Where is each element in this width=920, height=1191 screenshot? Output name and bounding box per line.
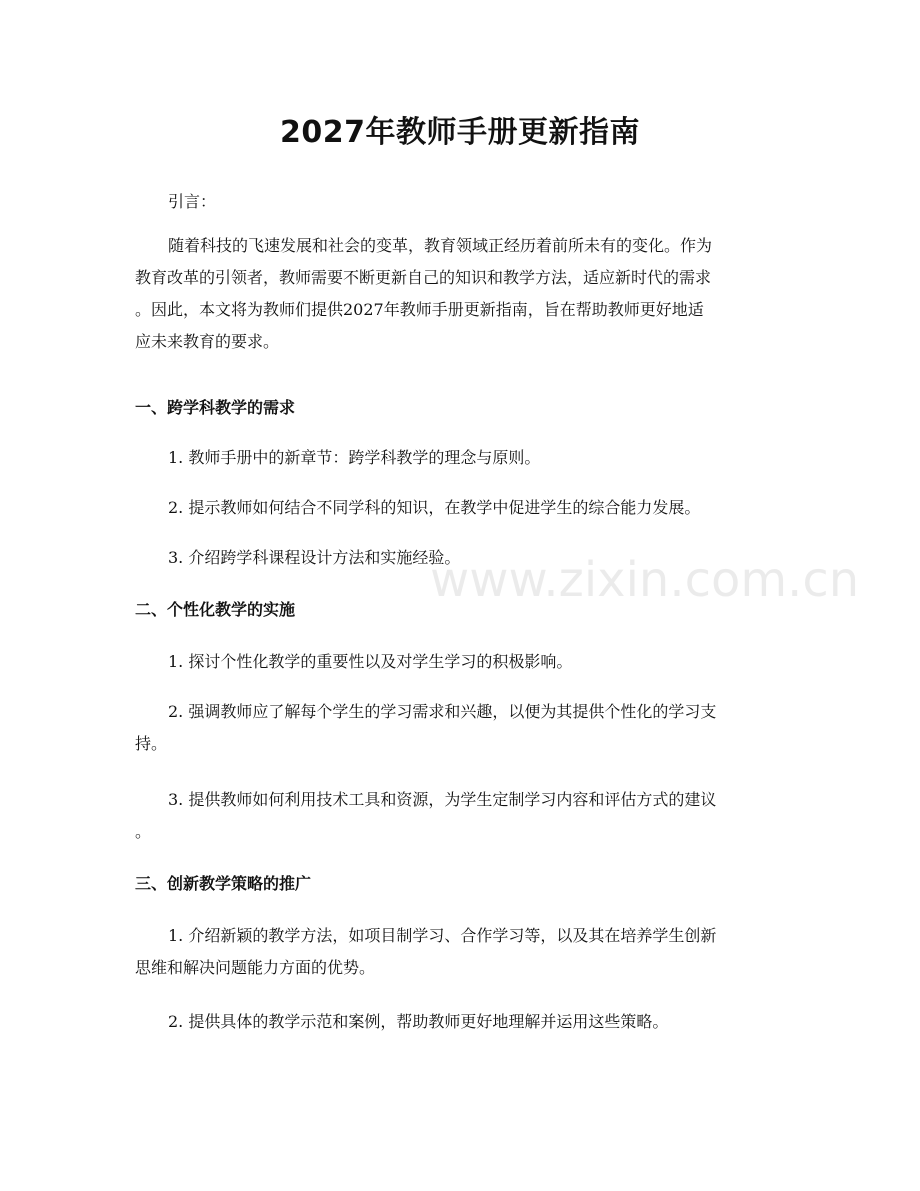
list-item-line: 3. 提供教师如何利用技术工具和资源，为学生定制学习内容和评估方式的建议 <box>168 790 717 809</box>
intro-line: 应未来教育的要求。 <box>135 332 280 351</box>
intro-paragraph <box>135 230 785 358</box>
list-item-line: 思维和解决问题能力方面的优势。 <box>135 958 376 977</box>
section-heading-interdisciplinary: 一、跨学科教学的需求 <box>135 398 296 417</box>
list-item-line: 。 <box>135 822 152 841</box>
list-item-line: 1. 教师手册中的新章节：跨学科教学的理念与原则。 <box>168 448 541 467</box>
intro-line: 教育改革的引领者，教师需要不断更新自己的知识和教学方法，适应新时代的需求 <box>135 268 712 287</box>
document-title: 2027年教师手册更新指南 <box>280 115 640 150</box>
list-item-line: 2. 强调教师应了解每个学生的学习需求和兴趣，以便为其提供个性化的学习支 <box>168 702 717 721</box>
intro-line: 。因此，本文将为教师们提供2027年教师手册更新指南，旨在帮助教师更好地适 <box>135 300 704 319</box>
intro-label: 引言： <box>168 192 217 211</box>
list-item <box>135 696 785 760</box>
list-item-line: 1. 介绍新颖的教学方法，如项目制学习、合作学习等，以及其在培养学生创新 <box>168 926 717 945</box>
section-heading-innovation: 三、创新教学策略的推广 <box>135 874 312 893</box>
list-item-line: 3. 介绍跨学科课程设计方法和实施经验。 <box>168 548 461 567</box>
list-item <box>135 492 785 524</box>
list-item <box>135 542 785 574</box>
list-item <box>135 784 785 848</box>
section-heading-personalized: 二、个性化教学的实施 <box>135 600 296 619</box>
list-item-line: 2. 提供具体的教学示范和案例，帮助教师更好地理解并运用这些策略。 <box>168 1012 669 1031</box>
list-item <box>135 646 785 678</box>
list-item-line: 持。 <box>135 734 168 753</box>
intro-line: 随着科技的飞速发展和社会的变革，教育领域正经历着前所未有的变化。作为 <box>168 236 713 255</box>
list-item-line: 2. 提示教师如何结合不同学科的知识，在教学中促进学生的综合能力发展。 <box>168 498 701 517</box>
intro-label-paragraph <box>135 186 785 218</box>
watermark-logo: www.zixin.com.cn <box>430 552 860 608</box>
list-item <box>135 920 785 984</box>
list-item-line: 1. 探讨个性化教学的重要性以及对学生学习的积极影响。 <box>168 652 573 671</box>
list-item <box>135 1006 785 1038</box>
list-item <box>135 442 785 474</box>
